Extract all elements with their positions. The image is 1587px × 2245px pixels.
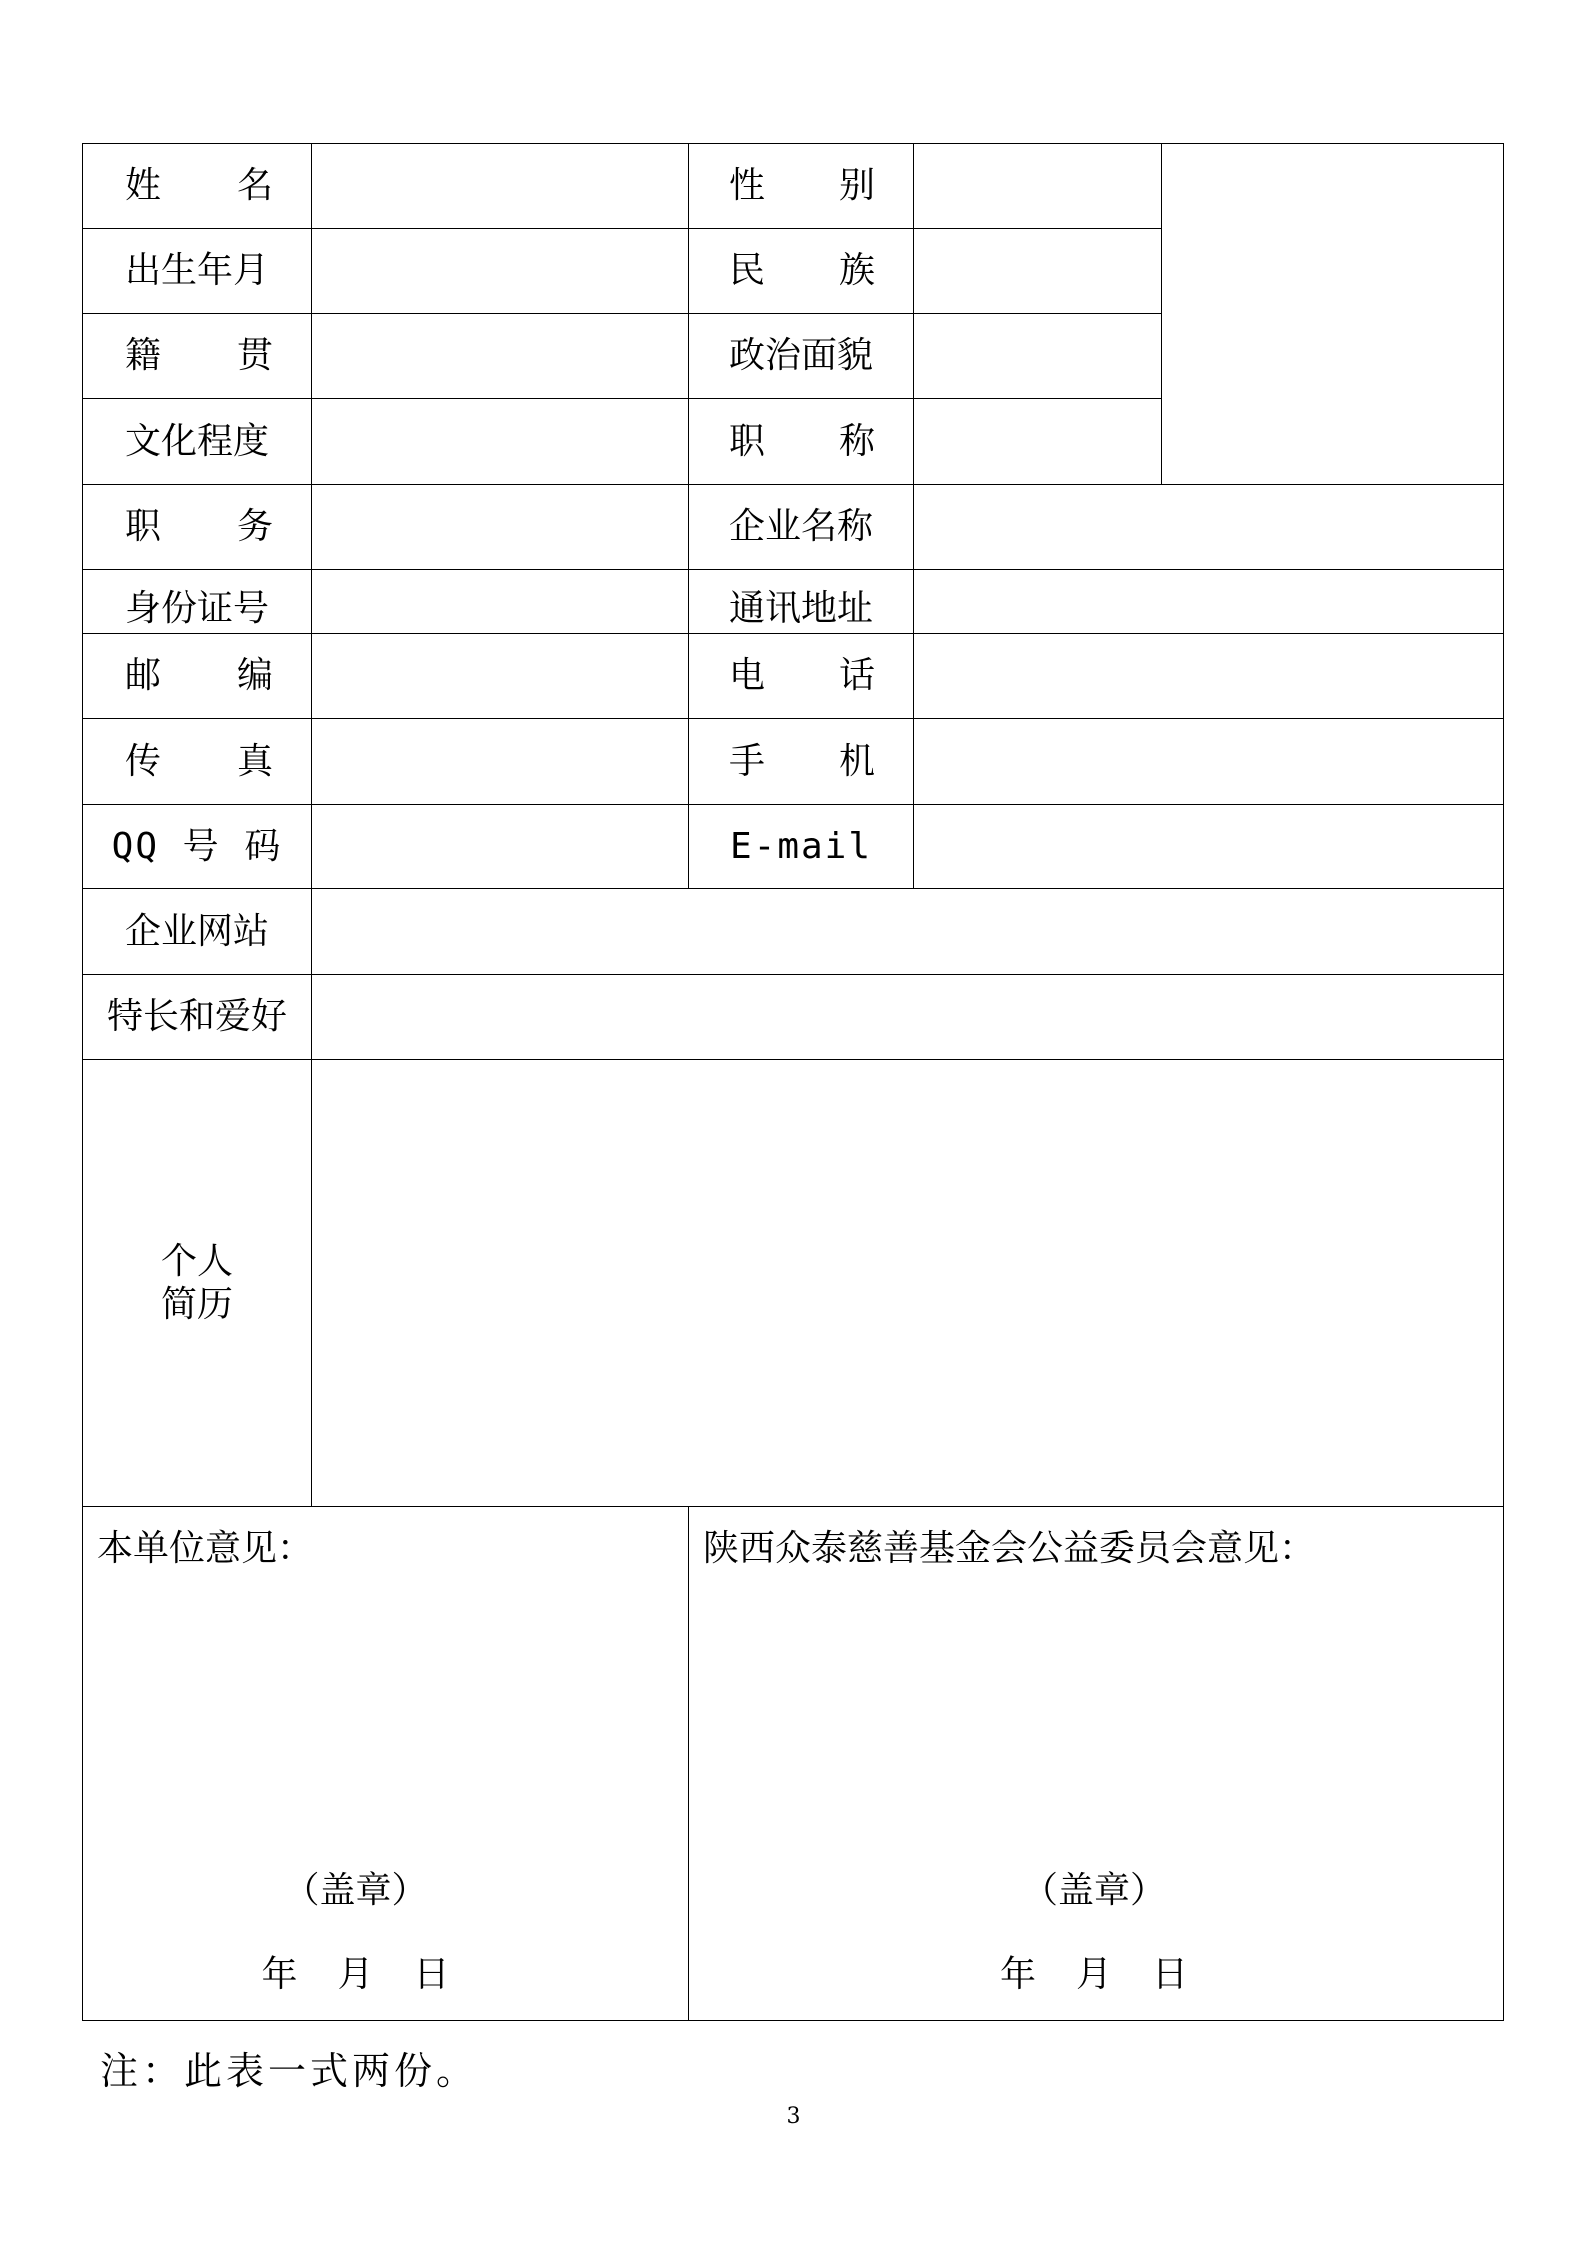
label-qq: QQ 号 码 (83, 805, 312, 889)
label-birth: 出生年月 (83, 229, 312, 314)
phone-field[interactable] (914, 634, 1504, 719)
label-title: 职 称 (689, 399, 914, 485)
date-month: 月 (337, 1954, 374, 1995)
unit-date (53, 1953, 658, 1996)
date-day: 日 (1152, 1954, 1189, 1995)
table-row (83, 634, 1504, 719)
table-row (83, 485, 1504, 570)
position-field[interactable] (312, 485, 689, 570)
political-field[interactable] (914, 314, 1162, 399)
hobbies-field[interactable] (312, 975, 1504, 1060)
label-id-number: 身份证号 (83, 570, 312, 634)
label-position: 职 务 (83, 485, 312, 570)
mobile-field[interactable] (914, 719, 1504, 805)
table-row (83, 570, 1504, 634)
website-field[interactable] (312, 889, 1504, 975)
resume-label-line2: 简历 (160, 1284, 233, 1325)
form-note: 注：此表一式两份。 (100, 2049, 479, 2093)
label-hobbies: 特长和爱好 (83, 975, 312, 1060)
gender-field[interactable] (914, 144, 1162, 229)
company-name-field[interactable] (914, 485, 1504, 570)
label-phone: 电 话 (689, 634, 914, 719)
address-field[interactable] (914, 570, 1504, 634)
label-resume (83, 1060, 312, 1507)
label-ethnicity: 民 族 (689, 229, 914, 314)
label-company-name: 企业名称 (689, 485, 914, 570)
unit-opinion-box[interactable] (83, 1507, 689, 2021)
registration-form (82, 143, 1504, 2021)
label-email: E-mail (689, 805, 914, 889)
postcode-field[interactable] (312, 634, 689, 719)
date-year: 年 (261, 1954, 298, 1995)
fax-field[interactable] (312, 719, 689, 805)
qq-field[interactable] (312, 805, 689, 889)
title-field[interactable] (914, 399, 1162, 485)
table-row (83, 889, 1504, 975)
label-website: 企业网站 (83, 889, 312, 975)
label-education: 文化程度 (83, 399, 312, 485)
page-number: 3 (786, 2104, 801, 2129)
origin-field[interactable] (312, 314, 689, 399)
label-postcode: 邮 编 (83, 634, 312, 719)
name-field[interactable] (312, 144, 689, 229)
id-number-field[interactable] (312, 570, 689, 634)
label-mobile: 手 机 (689, 719, 914, 805)
table-row (83, 975, 1504, 1060)
table-row (83, 719, 1504, 805)
foundation-date (834, 1953, 1354, 1996)
table-row (83, 805, 1504, 889)
table-row (83, 144, 1504, 229)
photo-box (1162, 144, 1504, 485)
label-gender: 性 别 (689, 144, 914, 229)
label-political: 政治面貌 (689, 314, 914, 399)
resume-label-line1: 个人 (160, 1240, 233, 1282)
label-origin: 籍 贯 (83, 314, 312, 399)
label-address: 通讯地址 (689, 570, 914, 634)
unit-opinion-title: 本单位意见： (97, 1528, 314, 1569)
education-field[interactable] (312, 399, 689, 485)
date-day: 日 (413, 1954, 450, 1995)
date-month: 月 (1075, 1954, 1112, 1995)
foundation-opinion-box[interactable] (689, 1507, 1504, 2021)
label-name: 姓 名 (83, 144, 312, 229)
foundation-seal: （盖章） (1021, 1870, 1166, 1911)
table-row (83, 1507, 1504, 2021)
foundation-opinion-title: 陕西众泰慈善基金会公益委员会意见： (703, 1528, 1316, 1569)
date-year: 年 (999, 1954, 1036, 1995)
table-row (83, 1060, 1504, 1507)
ethnicity-field[interactable] (914, 229, 1162, 314)
label-fax: 传 真 (83, 719, 312, 805)
resume-field[interactable] (312, 1060, 1504, 1507)
unit-seal: （盖章） (283, 1870, 428, 1911)
email-field[interactable] (914, 805, 1504, 889)
birth-field[interactable] (312, 229, 689, 314)
